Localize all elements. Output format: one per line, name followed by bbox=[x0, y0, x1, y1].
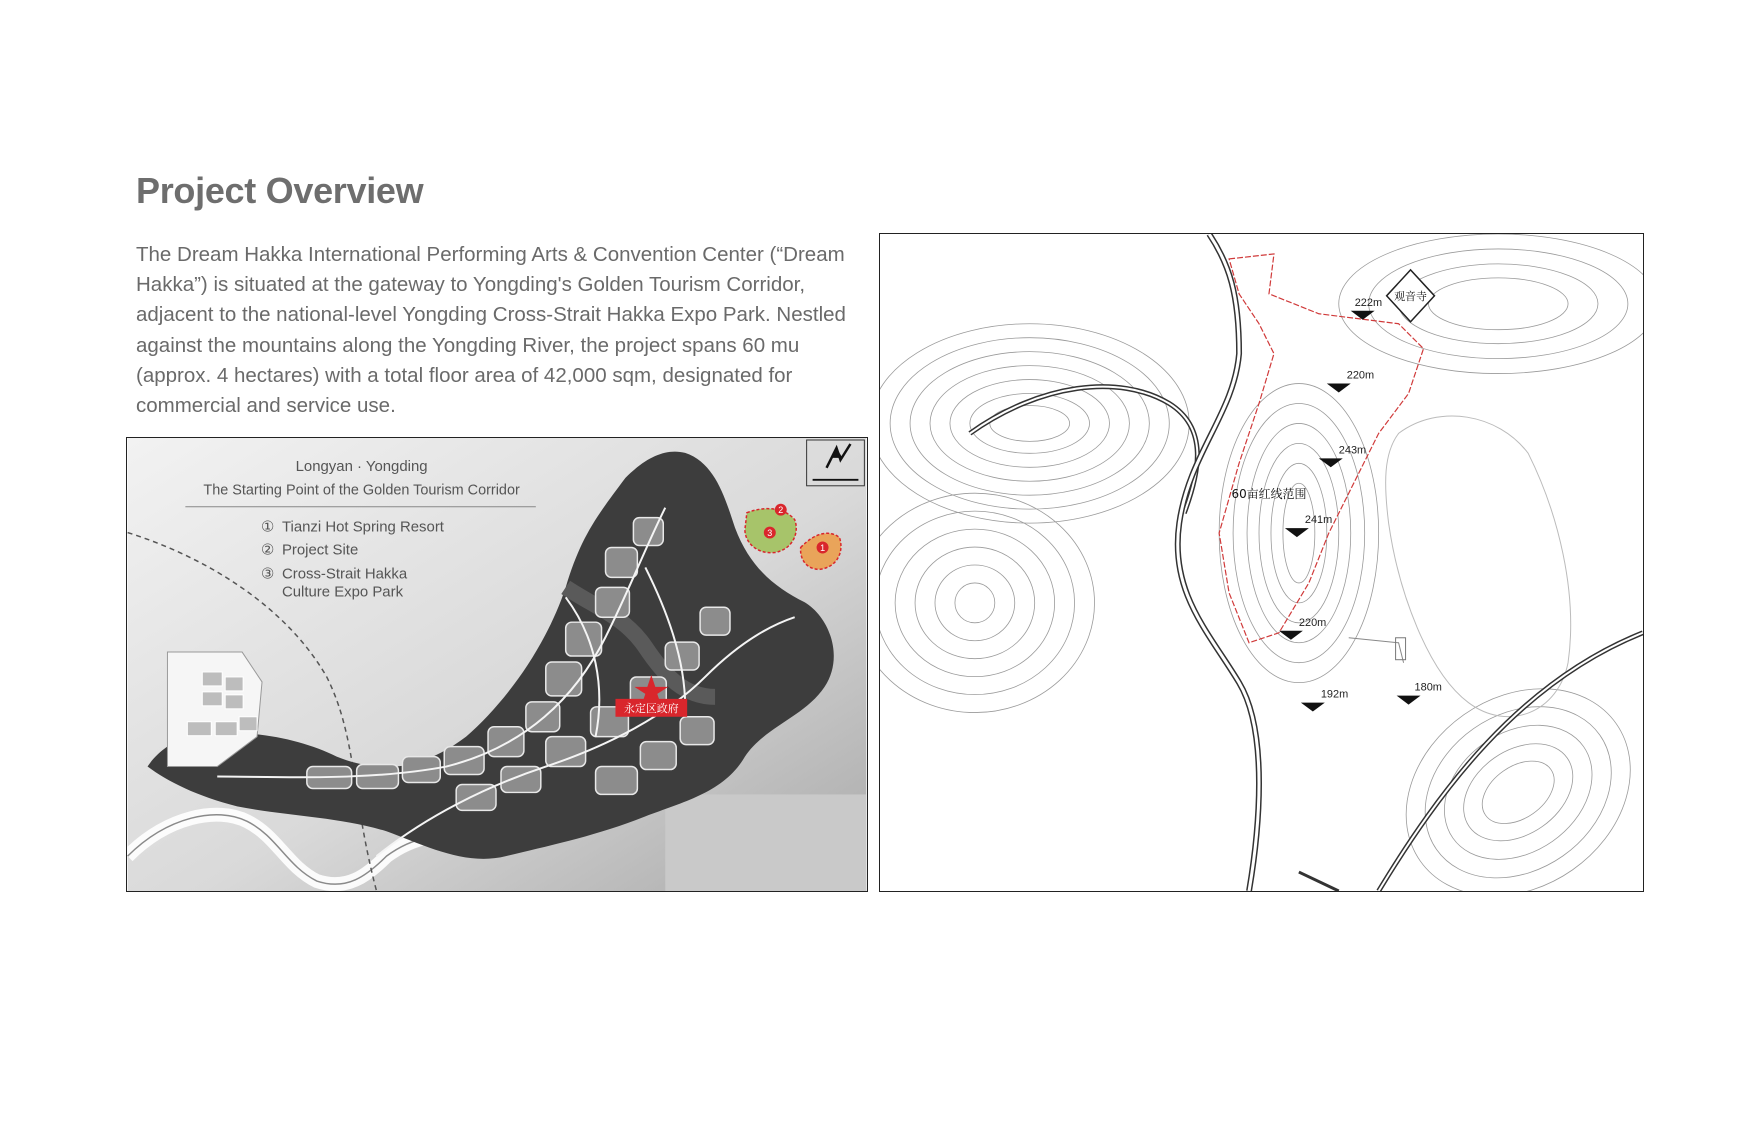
svg-text:243m: 243m bbox=[1338, 444, 1367, 457]
svg-text:3: 3 bbox=[767, 528, 773, 539]
svg-text:220m: 220m bbox=[1298, 616, 1327, 629]
legend-item-1: Tianzi Hot Spring Resort bbox=[281, 518, 444, 536]
svg-text:241m: 241m bbox=[1304, 514, 1333, 527]
site-plan-graphic bbox=[880, 234, 1643, 891]
legend-item-3-line2: Culture Expo Park bbox=[281, 583, 404, 601]
location-map bbox=[126, 437, 868, 892]
svg-text:2: 2 bbox=[778, 505, 784, 516]
svg-text:1: 1 bbox=[820, 543, 826, 554]
legend-item-3: Cross-Strait Hakka bbox=[281, 565, 408, 583]
site-marker-1 bbox=[817, 542, 829, 554]
site-marker-2 bbox=[775, 504, 787, 516]
map-heading: Longyan · Yongding bbox=[295, 457, 428, 475]
legend-marker-2: ② bbox=[261, 541, 275, 559]
gov-label: 永定区政府 bbox=[623, 702, 679, 715]
intro-paragraph: The Dream Hakka International Performing Arts & Convention Center (“Dream Hakka”) is situated at the gateway to Yongding's Golden Tourism Corridor, adjacent to the national-level Yongding Cross-Strait Hakka Expo Park. Nestled against the mountains along the Yongding River, the project spans 60 mu (approx. 4 hectares) with a total floor area of 42,000 sqm, designated for commercial and service use. bbox=[136, 243, 846, 418]
svg-text:192m: 192m bbox=[1320, 688, 1349, 701]
site-plan bbox=[879, 233, 1644, 892]
page-title: Project Overview bbox=[136, 170, 424, 211]
legend-marker-1: ① bbox=[261, 518, 275, 536]
temple-label: 观音寺 bbox=[1394, 289, 1427, 303]
svg-text:180m: 180m bbox=[1414, 681, 1442, 694]
svg-text:222m: 222m bbox=[1354, 296, 1383, 309]
map-subheading: The Starting Point of the Golden Tourism Corridor bbox=[203, 482, 520, 499]
svg-text:220m: 220m bbox=[1346, 369, 1375, 382]
location-map-graphic bbox=[127, 438, 867, 891]
legend-marker-3: ③ bbox=[261, 565, 275, 583]
site-marker-3 bbox=[764, 527, 776, 539]
boundary-label: 60亩红线范围 bbox=[1231, 487, 1307, 502]
legend-item-2: Project Site bbox=[281, 541, 359, 559]
